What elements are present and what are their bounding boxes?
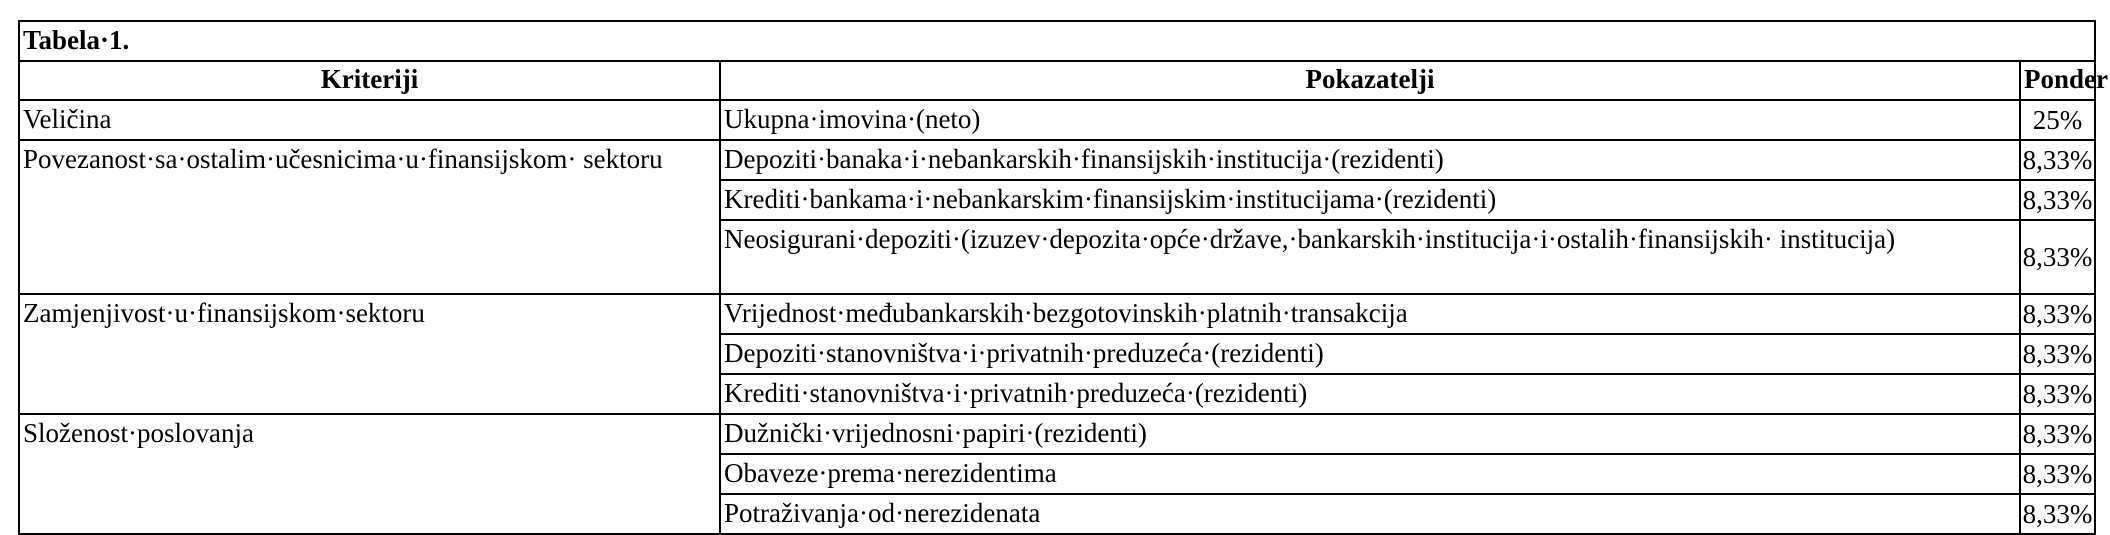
indicator-cell: Depoziti·banaka·i·nebankarskih·finansijskih·institucija·(rezidenti) [720,140,2020,180]
indicator-cell: Krediti·bankama·i·nebankarskim·finansijskim·institucijama·(rezidenti) [720,180,2020,220]
criteria-table [18,20,2108,535]
header-indicators: Pokazatelji [720,61,2020,100]
header-criteria: Kriteriji [19,61,720,100]
table-row [19,294,2095,334]
weight-cell: 8,33% [2020,294,2095,334]
indicator-cell: Vrijednost·međubankarskih·bezgotovinskih·platnih·transakcija [720,294,2020,334]
table-caption: Tabela·1. [19,21,2095,61]
weight-cell: 8,33% [2020,140,2095,180]
weight-cell: 8,33% [2020,454,2095,494]
header-weight: Ponder [2020,61,2095,100]
weight-cell: 8,33% [2020,180,2095,220]
indicator-cell: Krediti·stanovništva·i·privatnih·preduzeća·(rezidenti) [720,374,2020,414]
weight-cell: 8,33% [2020,374,2095,414]
indicator-cell: Obaveze·prema·nerezidentima [720,454,2020,494]
weight-cell: 25% [2020,100,2095,140]
criterion-cell: Zamjenjivost·u·finansijskom·sektoru [19,294,720,414]
criterion-cell: Složenost·poslovanja [19,414,720,534]
weight-cell: 8,33% [2020,220,2095,294]
table-row [19,100,2095,140]
weight-cell: 8,33% [2020,494,2095,534]
indicator-cell: Dužnički·vrijednosni·papiri·(rezidenti) [720,414,2020,454]
indicator-cell: Depoziti·stanovništva·i·privatnih·preduzeća·(rezidenti) [720,334,2020,374]
weight-cell: 8,33% [2020,334,2095,374]
header-row [19,61,2095,100]
criterion-cell: Veličina [19,100,720,140]
indicator-cell: Ukupna·imovina·(neto) [720,100,2020,140]
table-row [19,140,2095,180]
criterion-cell: Povezanost·sa·ostalim·učesnicima·u·finansijskom· sektoru [19,140,720,294]
indicator-cell: Neosigurani·depoziti·(izuzev·depozita·opće·države,·bankarskih·institucija·i·ostalih·finansijskih· institucija) [720,220,2020,294]
table-row [19,414,2095,454]
indicator-cell: Potraživanja·od·nerezidenata [720,494,2020,534]
weight-cell: 8,33% [2020,414,2095,454]
table-caption-row [19,21,2095,61]
